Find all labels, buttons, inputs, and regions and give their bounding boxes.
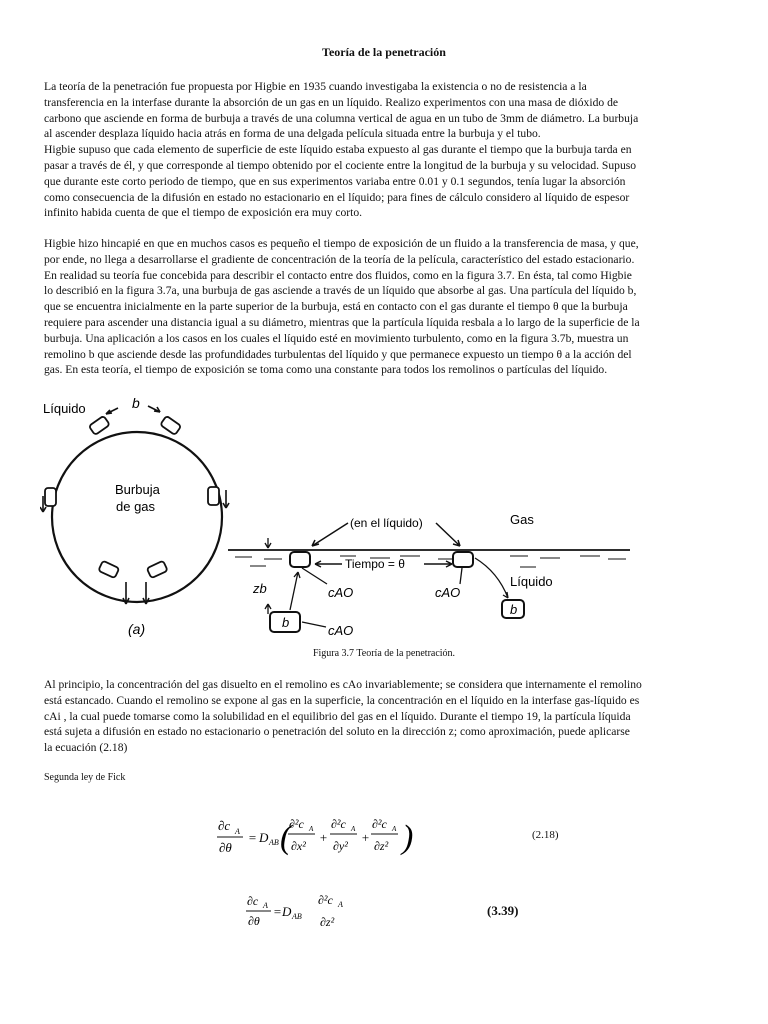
equation-2-18 <box>215 810 415 860</box>
eddy-icon <box>270 600 524 632</box>
label-de-gas: de gas <box>116 499 156 514</box>
svg-text:∂²c: ∂²c <box>289 817 304 831</box>
text-line: que durante este corto periodo de tiempo, que en sus experimentos variaba entre 0.01 y 0.1 segundos, tenía lugar la absorción <box>44 174 626 188</box>
arrow-icon <box>424 561 452 567</box>
svg-text:∂²c: ∂²c <box>331 817 346 831</box>
text-line: que se encuentra inicialmente en la parte superior de la burbuja, está en contacto con el gas durante el tiempo θ que la burbuja <box>44 300 628 314</box>
svg-text:A: A <box>309 825 314 833</box>
svg-text:+: + <box>319 830 328 845</box>
text-line: por ende, no llega a desarrollarse el gradiente de concentración de la teoría de la película, característico del estado estacionario. <box>44 252 635 266</box>
svg-text:+: + <box>361 830 370 845</box>
text-line: La teoría de la penetración fue propuesta por Higbie en 1935 cuando investigaba la existencia o no de resistencia a la <box>44 80 587 93</box>
fick-label: Segunda ley de Fick <box>44 772 126 783</box>
svg-text:A: A <box>263 901 268 910</box>
paragraph-1 <box>44 79 722 221</box>
svg-text:∂θ: ∂θ <box>248 914 260 928</box>
svg-text:D: D <box>282 904 292 919</box>
equation-number-2-18: (2.18) <box>532 829 559 841</box>
text-line: pasar a través de él, y que corresponde al tiempo obtenido por el cociente entre la longitud de la burbuja y su velocidad. Supuso <box>44 158 637 172</box>
label-zb: zb <box>253 581 267 596</box>
equation-number-3-39: (3.39) <box>487 903 519 918</box>
text-line: la ecuación (2.18) <box>44 741 128 755</box>
svg-text:AB: AB <box>269 838 279 847</box>
text-line: requiere para ascender una distancia igual a su diámetro, mientras que la partícula líquida resbala a lo largo de la superficie de la <box>44 315 640 329</box>
text-line: Higbie supuso que cada elemento de superficie de este líquido estaba expuesto al gas durante el tiempo que la burbuja tarda en <box>44 143 632 157</box>
label-cao: cAO <box>328 585 354 600</box>
label-cao: cAO <box>328 623 354 638</box>
text-line: al ascender desplaza líquido hacia atrás en forma de una delgada película situada entre la burbuja y el tubo. <box>44 127 541 141</box>
label-liquido-a: Líquido <box>43 401 86 416</box>
svg-text:∂z²: ∂z² <box>374 839 389 853</box>
svg-text:A: A <box>338 900 343 909</box>
arrow-icon <box>475 558 508 598</box>
arrow-icon <box>312 523 348 546</box>
text-line: remolino b que asciende desde las profundidades turbulentas del líquido y que permanece expuesto un tiempo θ a la acción del <box>44 347 632 361</box>
label-burbuja: Burbuja <box>115 482 160 497</box>
equation-3-39 <box>244 888 354 933</box>
arrow-icon <box>315 561 342 567</box>
text-line: cAi , la cual puede tomarse como la solubilidad en el equilibrio del gas en el líquido. Durante el tiempo 19, la partícula líquida <box>44 709 631 723</box>
text-line: transferencia en la interfase durante la absorción de un gas en un líquido. Realizo experimentos con una masa de dióxido de <box>44 95 619 109</box>
text-line: carbono que asciende en forma de burbuja a través de una columna vertical de agua en un tubo de 3mm de diámetro. La burbuja <box>44 111 639 125</box>
text-line: lo describió en la figura 3.7a, una burbuja de gas asciende a través de un líquido que absorbe al gas. Una partícula del líquido b, <box>44 284 637 298</box>
label-b-right: b <box>510 602 518 617</box>
svg-text:A: A <box>351 825 356 833</box>
label-gas: Gas <box>510 512 534 527</box>
svg-text:D: D <box>259 830 269 845</box>
svg-text:∂c: ∂c <box>247 894 259 908</box>
paragraph-3 <box>44 677 722 756</box>
label-tiempo: Tiempo = θ <box>345 557 405 571</box>
arrow-icon <box>460 568 462 584</box>
arrow-icon <box>302 622 326 627</box>
svg-text:∂y²: ∂y² <box>333 839 348 853</box>
svg-text:∂²c: ∂²c <box>372 817 387 831</box>
text-line: infinito habida cuenta de que el tiempo de exposición era muy corto. <box>44 206 363 220</box>
text-line: gas. En esta teoría, el tiempo de exposición se toma como una constante para todos los remolinos o partículas del líquido. <box>44 363 608 377</box>
label-en-el-liquido: (en el líquido) <box>350 516 423 530</box>
text-line: Al principio, la concentración del gas disuelto en el remolino es cAo invariablemente; se considera que internamente el remolino <box>44 678 642 691</box>
label-a: (a) <box>128 621 146 637</box>
svg-text:∂²c: ∂²c <box>318 893 333 907</box>
page-title: Teoría de la penetración <box>322 45 446 59</box>
svg-text:=: = <box>248 830 257 845</box>
figure-caption: Figura 3.7 Teoría de la penetración. <box>312 648 456 659</box>
paragraph-2 <box>44 236 722 378</box>
text-line: burbuja. Una aplicación a los casos en los cuales el líquido esté en movimiento turbulento, como en la figura 3.7b, muestra un <box>44 331 629 345</box>
svg-text:∂θ: ∂θ <box>219 840 232 855</box>
svg-text:=: = <box>273 904 282 919</box>
svg-text:): ) <box>402 819 414 856</box>
figure-3-7 <box>40 392 740 642</box>
svg-text:AB: AB <box>292 912 302 921</box>
svg-text:A: A <box>235 827 240 836</box>
label-b-bottom: b <box>282 615 290 630</box>
svg-text:∂c: ∂c <box>218 818 231 833</box>
text-line: En realidad su teoría fue concebida para describir el contacto entre dos fluidos, como en la figura 3.7. En ésta, tal como Higbie <box>44 268 632 282</box>
label-liquido-b: Líquido <box>510 574 553 589</box>
svg-text:∂z²: ∂z² <box>320 915 335 929</box>
svg-text:A: A <box>392 825 397 833</box>
text-line: está estancado. Cuando el remolino se expone al gas en la superficie, la concentración en el líquido en la interfase gas-líquido es <box>44 693 640 707</box>
arrow-icon <box>290 572 300 610</box>
arrow-icon <box>436 523 460 546</box>
arrow-icon <box>302 568 327 584</box>
svg-text:∂x²: ∂x² <box>291 839 306 853</box>
bubble-circle <box>52 432 222 602</box>
svg-text:(: ( <box>280 819 292 856</box>
label-cao: cAO <box>435 585 461 600</box>
text-line: como consecuencia de la difusión en estado no estacionario en el líquido; para fines de cálculo considero al líquido de espesor <box>44 190 630 204</box>
text-line: Higbie hizo hincapié en que en muchos casos es pequeño el tiempo de exposición de un fluido a la transferencia de masa, y que, <box>44 237 639 250</box>
label-b-top: b <box>132 395 140 411</box>
text-line: está sujeta a difusión en estado no estacionario o penetración del soluto en la dirección z; como aproximación, puede aplicarse <box>44 725 630 739</box>
